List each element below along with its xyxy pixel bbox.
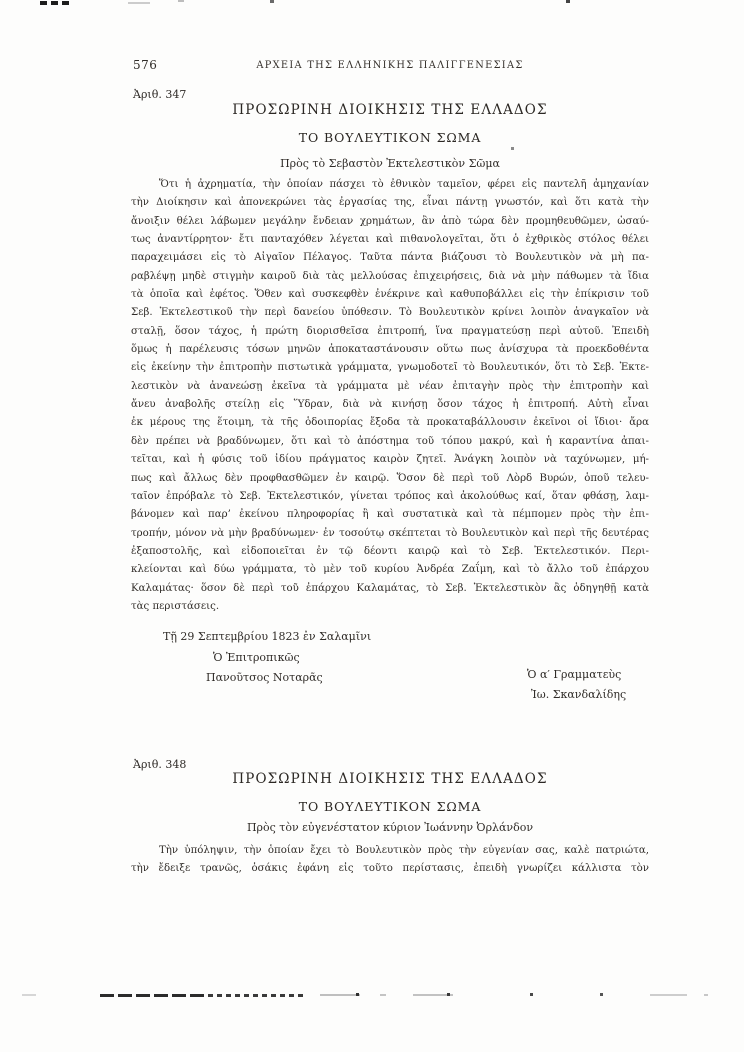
text-line: Σεβ. Ἐκτελεστικοῦ τὴν περὶ δανείου ὑπόθεσιν. Τὸ Βουλευτικὸν κρίνει λοιπὸν ἀναγκαῖον νὰ bbox=[131, 307, 649, 319]
doc-number-label: Ἀριθ. 348 bbox=[133, 758, 187, 771]
text-line: ραβλέψῃ μηδὲ στιγμὴν καιροῦ διὰ τὰς μελλούσας ἐπιχειρήσεις, διὰ νὰ μὴν πάθωμεν τὰ ἴδια bbox=[131, 270, 649, 282]
running-head: ΑΡΧΕΙΑ ΤΗΣ ΕΛΛΗΝΙΚΗΣ ΠΑΛΙΓΓΕΝΕΣΙΑΣ bbox=[256, 60, 524, 71]
scan-artifact bbox=[511, 147, 514, 150]
scan-artifact bbox=[447, 993, 450, 996]
text-line: σταλῇ, ὅσον τάχος, ἡ πρώτη διορισθεῖσα ἐπιτροπή, ἵνα πραγματεύσῃ περὶ αὐτοῦ. Ἐπειδὴ bbox=[131, 325, 649, 337]
scan-artifact bbox=[100, 994, 205, 997]
text-line: πως καὶ ἄλλως δὲν προφθασθῶμεν ἐν καιρῷ. Ὅσον δὲ περὶ τοῦ Λὸρδ Βυρών, ὁποῦ τελευ- bbox=[131, 472, 649, 484]
scan-artifact bbox=[178, 0, 184, 2]
text-line: ἄνευ ἀναβολῆς στείλῃ εἰς Ὕδραν, διὰ νὰ κινήσῃ ὅσον τάχος ἡ ἐπιτροπή. Αὐτὴ εἶναι bbox=[131, 399, 649, 411]
scan-artifact bbox=[413, 994, 453, 996]
doc-title: ΠΡΟΣΩΡΙΝΗ ΔΙΟΙΚΗΣΙΣ ΤΗΣ ΕΛΛΑΔΟΣ bbox=[232, 102, 548, 118]
text-line: εἰς ἐκείνην τὴν ἐπιτροπὴν πιστωτικὰ γράμματα, γνωμοδοτεῖ τὸ Βουλευτικόν, ὅτι τὸ Σεβ. Ἐκτε- bbox=[131, 362, 649, 374]
scan-artifact bbox=[208, 994, 305, 997]
text-line: ὅμως ἡ παρέλευσις τόσων μηνῶν ἀποκαταστάνουσιν οὕτω πως ἀνίσχυρα τὰ προεκδοθέντα bbox=[131, 344, 649, 356]
signature-role-right: Ὁ α′ Γραμματεὺς bbox=[527, 668, 622, 681]
scan-artifact bbox=[128, 2, 150, 4]
page-number: 576 bbox=[133, 58, 158, 72]
text-line: τως ἀναντίρρητον· ἔτι πανταχόθεν λέγεται καὶ πιθανολογεῖται, ὅτι ὁ ἐχθρικὸς στόλος θέλει bbox=[131, 234, 649, 246]
signature-role-left: Ὁ Ἐπιτροπικῶς bbox=[213, 651, 300, 664]
doc-addressee: Πρὸς τὸν εὐγενέστατον κύριον Ἰωάννην Ὀρλάνδον bbox=[246, 821, 534, 834]
date-line: Τῇ 29 Σεπτεμβρίου 1823 ἐν Σαλαμῖνι bbox=[163, 630, 372, 643]
scan-artifact bbox=[320, 994, 360, 996]
scan-artifact bbox=[356, 993, 359, 996]
text-line: τὴν Διοίκησιν καὶ ἀπονεκρώνει τὰς ἐργασίας της, εἶναι πάντῃ γνωστόν, καὶ ὅτι κατὰ τὴν bbox=[131, 197, 649, 209]
doc-body bbox=[131, 842, 649, 879]
scan-artifact bbox=[530, 993, 533, 996]
text-line: βάνομεν καὶ παρ’ ἐκείνου πληροφορίας ἢ καὶ συστατικὰ καὶ τὰ πέμπομεν πρὸς τὴν ἐπι- bbox=[131, 509, 649, 521]
scan-artifact bbox=[650, 994, 687, 996]
doc-addressee: Πρὸς τὸ Σεβαστὸν Ἐκτελεστικὸν Σῶμα bbox=[280, 157, 500, 170]
scan-artifact bbox=[704, 994, 708, 996]
text-line: τὰ ὁποῖα καὶ ἐφέτος. Ὅθεν καὶ συσκεφθὲν ἐνέκρινε καὶ καθυποβάλλει εἰς τὴν ἐπίκρισιν τοῦ bbox=[131, 289, 649, 301]
doc-title: ΠΡΟΣΩΡΙΝΗ ΔΙΟΙΚΗΣΙΣ ΤΗΣ ΕΛΛΑΔΟΣ bbox=[232, 771, 548, 787]
signature-name-right: Ἰω. Σκανδαλίδης bbox=[531, 688, 627, 701]
scan-artifact bbox=[600, 993, 603, 996]
scan-artifact bbox=[566, 0, 570, 3]
text-line: δὲν πρέπει νὰ βραδύνωμεν, ὅτι καὶ τὸ ἀπόστημα τοῦ τόπου μακρύ, καὶ ἡ καραντίνα ἀπαι- bbox=[131, 435, 649, 447]
signature-name-left: Πανοῦτσος Νοταρᾶς bbox=[206, 671, 323, 684]
text-line: τεῖται, καὶ ἡ φύσις τοῦ ἰδίου πράγματος καιρὸν ζητεῖ. Ἀνάγκη λοιπὸν νὰ ταχύνωμεν, μή- bbox=[131, 454, 649, 466]
scan-artifact bbox=[380, 994, 386, 996]
text-line: Τὴν ὑπόληψιν, τὴν ὁποίαν ἔχει τὸ Βουλευτικὸν πρὸς τὴν εὐγενίαν σας, καλὲ πατριώτα, bbox=[159, 845, 649, 856]
text-line: παραχειμάσει εἰς τὸ Αἰγαῖον Πέλαγος. Ταῦτα πάντα βιάζουσι τὸ Βουλευτικὸν νὰ μὴ πα- bbox=[131, 252, 649, 264]
text-line: ἐκ μέρους της ἕτοιμη, τὰ τῆς ὁδοιπορίας ἔξοδα τὰ προκαταβάλλουσιν ἐκεῖνοι οἱ ἴδιοι· ἄρα bbox=[131, 417, 649, 429]
doc-number-label: Ἀριθ. 347 bbox=[133, 88, 187, 101]
text-line: τροπήν, μόνον νὰ μὴν βραδύνωμεν· ἐν τοσούτῳ σκέπτεται τὸ Βουλευτικὸν καὶ περὶ τῆς δευτέρας bbox=[131, 527, 649, 539]
scan-artifact bbox=[270, 0, 274, 3]
text-line: τὴν ἔδειξε τρανῶς, ὁσάκις ἐφάνη εἰς τοῦτο περίστασις, ἐπειδὴ γνωρίζει κάλλιστα τὸν bbox=[131, 863, 649, 875]
text-line: Καλαμάτας· ὅσον δὲ περὶ τοῦ ἐπάρχου Καλαμάτας, τὸ Σεβ. Ἐκτελεστικὸν ἂς ὁδηγηθῇ κατὰ bbox=[131, 582, 649, 594]
scan-artifact bbox=[40, 1, 70, 5]
text-line: Ὅτι ἡ ἀχρηματία, τὴν ὁποίαν πάσχει τὸ ἐθνικὸν ταμεῖον, φέρει εἰς παντελῆ ἀμηχανίαν bbox=[159, 179, 649, 190]
text-line: τὰς περιστάσεις. bbox=[131, 600, 220, 612]
text-line: ταῖον ἐπρόβαλε τὸ Σεβ. Ἐκτελεστικόν, γίνεται τρόπος καὶ ἀκολούθως καί, ὅταν φθάσῃ, λαμ- bbox=[131, 490, 649, 502]
text-line: κλείονται καὶ δύω γράμματα, τὸ μὲν τοῦ κυρίου Ἀνδρέα Ζαΐμη, καὶ τὸ ἄλλο τοῦ ἐπάρχου bbox=[131, 564, 649, 576]
scan-artifact bbox=[22, 994, 36, 996]
text-line: ἄνοιξιν θέλει λάβωμεν μεγάλην ἔνδειαν χρημάτων, ἂν ἀπὸ τώρα δὲν προμηθευθῶμεν, ὡσαύ- bbox=[131, 215, 649, 227]
doc-subtitle: ΤΟ ΒΟΥΛΕΥΤΙΚΟΝ ΣΩΜΑ bbox=[298, 799, 482, 814]
doc-subtitle: ΤΟ ΒΟΥΛΕΥΤΙΚΟΝ ΣΩΜΑ bbox=[298, 130, 482, 145]
text-line: λεστικὸν νὰ ἀνανεώσῃ ἐκεῖνα τὰ γράμματα μὲ νέαν ἐπιταγὴν πρὸς τὴν ἐπιτροπὴν καὶ bbox=[131, 380, 649, 392]
doc-body bbox=[131, 176, 649, 616]
text-line: ἐξαποστολῆς, καὶ εἰδοποιεῖται ἐν τῷ δέοντι καιρῷ καὶ τὸ Σεβ. Ἐκτελεστικόν. Περι- bbox=[131, 545, 649, 557]
